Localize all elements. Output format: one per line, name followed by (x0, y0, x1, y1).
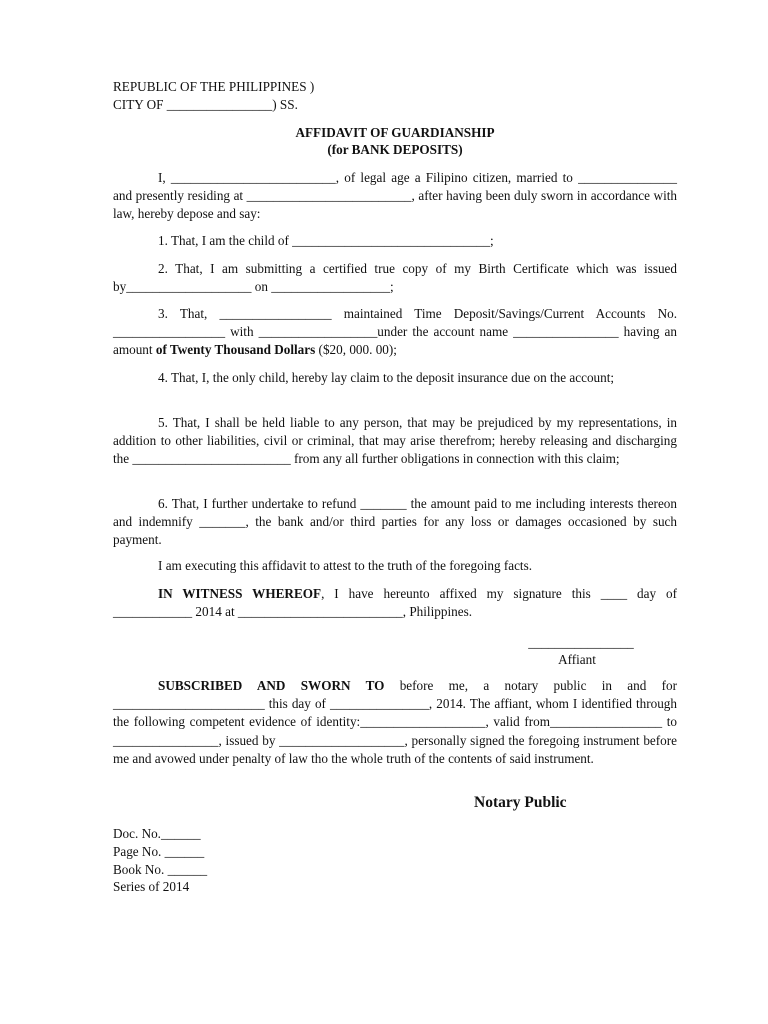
intro-paragraph: I, _________________________, of legal age a Filipino citizen, married to _______________ and presently residing at _________________________, after having been duly sworn in accordance with law, hereby depose and say: (113, 170, 677, 222)
paragraph-2: 2. That, I am submitting a certified true copy of my Birth Certificate which was issued by___________________ on __________________; (113, 261, 677, 295)
paragraph-4: 4. That, I, the only child, hereby lay claim to the deposit insurance due on the account; (158, 370, 615, 385)
paragraph-3-amount: of Twenty Thousand Dollars (155, 342, 316, 358)
header-republic: REPUBLIC OF THE PHILIPPINES ) (113, 79, 315, 94)
notary-public-label: Notary Public (474, 794, 567, 811)
subscribed-text: before me, a notary public in and for _______________________ this day of _______________, 2014. The affiant, whom I identified through the following competent evidence of identity:___________________, valid from_________________ to ________________, issued by ___________________, personally signed the foregoing instrument before me and avowed under penalty of law tho the whole truth of the contents of said instrument. (113, 678, 678, 766)
series-year: Series of 2014 (113, 879, 190, 894)
document-subtitle: (for BANK DEPOSITS) (327, 142, 463, 157)
paragraph-3-figure: ($20, 000. 00); (315, 342, 397, 358)
witness-heading: IN WITNESS WHEREOF (158, 586, 322, 601)
subscribed-paragraph (113, 677, 677, 768)
affiant-label: Affiant (558, 652, 596, 667)
paragraph-6: 6. That, I further undertake to refund _______ the amount paid to me including interests thereon and indemnify _______, the bank and/or third parties for any loss or damages occasioned by such payment. (113, 496, 677, 548)
paragraph-5: 5. That, I shall be held liable to any person, that may be prejudiced by my representations, in addition to other liabilities, civil or criminal, that may arise therefrom; hereby releasing and discharging the ________________________ from any all further obligations in connection with this claim; (113, 415, 677, 467)
document-title: AFFIDAVIT OF GUARDIANSHIP (295, 125, 495, 140)
witness-paragraph (113, 585, 677, 621)
paragraph-3 (113, 305, 677, 360)
paragraph-3-text: 3. That, _________________ maintained Time Deposit/Savings/Current Accounts No. _________________ with __________________under the account name ________________ having an amount (113, 306, 677, 358)
page-no: Page No. ______ (113, 844, 205, 859)
witness-text: , I have hereunto affixed my signature this ____ day of ____________ 2014 at _________________________, Philippines. (113, 586, 678, 620)
paragraph-1: 1. That, I am the child of ______________________________; (158, 233, 494, 248)
header-city: CITY OF ________________) SS. (113, 97, 298, 112)
affiant-signature-line: ________________ (528, 635, 634, 650)
subscribed-heading: SUBSCRIBED AND SWORN TO (158, 678, 385, 693)
book-no: Book No. ______ (113, 862, 208, 877)
doc-no: Doc. No.______ (113, 826, 201, 841)
executing-paragraph: I am executing this affidavit to attest to the truth of the foregoing facts. (158, 558, 533, 573)
